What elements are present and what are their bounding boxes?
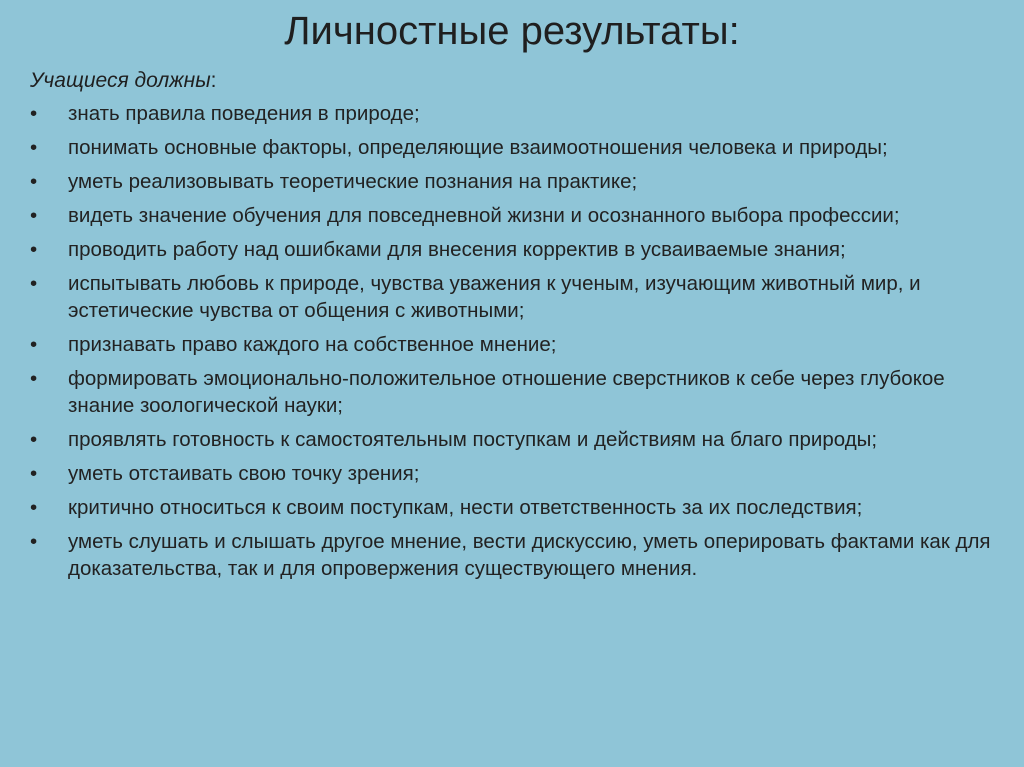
list-item [30, 134, 1005, 161]
bullet-icon: • [30, 136, 38, 159]
bullet-icon: • [30, 170, 38, 193]
bullet-icon: • [30, 428, 38, 451]
list-item [30, 494, 1005, 521]
list-item-text: критично относиться к своим поступкам, нести ответственность за их последствия; [68, 496, 863, 519]
bullet-icon: • [30, 530, 38, 553]
list-item [30, 460, 1005, 487]
list-item [30, 236, 1005, 263]
slide-content [30, 68, 1005, 589]
bullet-icon: • [30, 204, 38, 227]
list-item-text: испытывать любовь к природе, чувства уважения к ученым, изучающим животный мир, и эстетические чувства от общения с животными; [68, 272, 921, 322]
list-item [30, 168, 1005, 195]
bullet-icon: • [30, 333, 38, 356]
bullet-icon: • [30, 462, 38, 485]
bullet-icon: • [30, 272, 38, 295]
list-item-text: уметь слушать и слышать другое мнение, вести дискуссию, уметь оперировать фактами как для доказательства, так и для опровержения существующего мнения. [68, 530, 991, 580]
list-item-text: уметь отстаивать свою точку зрения; [68, 462, 420, 485]
bullet-icon: • [30, 102, 38, 125]
list-item-text: уметь реализовывать теоретические познания на практике; [68, 170, 638, 193]
list-item-text: проводить работу над ошибками для внесения корректив в усваиваемые знания; [68, 238, 846, 261]
list-item [30, 528, 1005, 582]
list-item [30, 100, 1005, 127]
bullet-icon: • [30, 238, 38, 261]
list-item-text: признавать право каждого на собственное мнение; [68, 333, 557, 356]
bullet-icon: • [30, 496, 38, 519]
intro-line [30, 68, 1005, 94]
list-item [30, 202, 1005, 229]
list-item-text: формировать эмоционально-положительное отношение сверстников к себе через глубокое знание зоологической науки; [68, 367, 945, 417]
list-item-text: понимать основные факторы, определяющие взаимоотношения человека и природы; [68, 136, 888, 159]
list-item [30, 426, 1005, 453]
list-item [30, 270, 1005, 324]
list-item [30, 331, 1005, 358]
list-item-text: видеть значение обучения для повседневной жизни и осознанного выбора профессии; [68, 204, 900, 227]
list-item [30, 365, 1005, 419]
slide-title: Личностные результаты: [284, 9, 740, 53]
intro-text: Учащиеся должны [30, 69, 211, 92]
list-item-text: проявлять готовность к самостоятельным поступкам и действиям на благо природы; [68, 428, 878, 451]
bullet-icon: • [30, 367, 38, 390]
list-item-text: знать правила поведения в природе; [68, 102, 420, 125]
intro-colon: : [210, 69, 217, 92]
bullet-list [30, 100, 1005, 582]
